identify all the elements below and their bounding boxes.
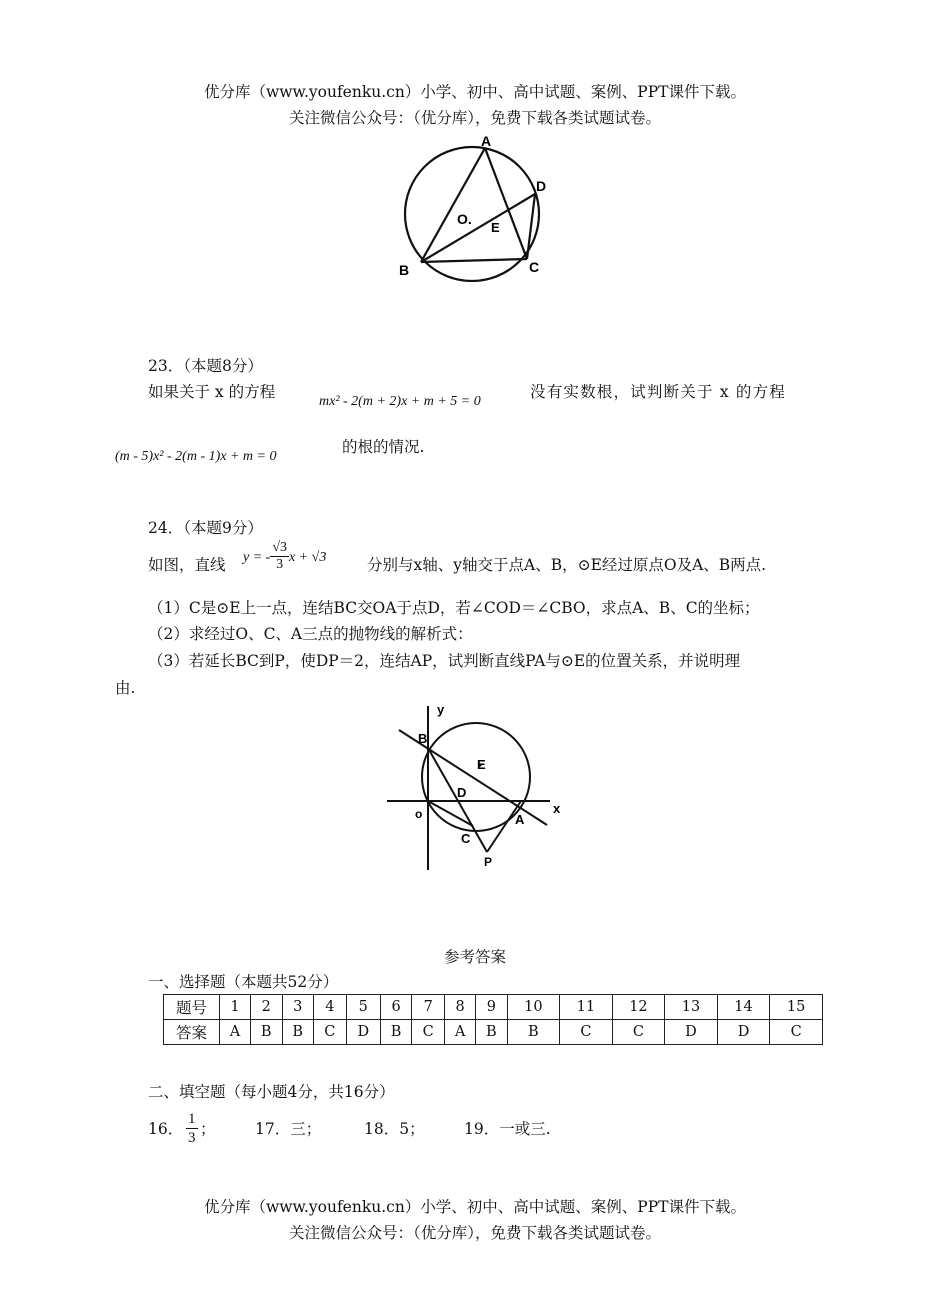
cell-answer: D xyxy=(665,1020,718,1045)
segment-bd xyxy=(421,194,535,262)
label-c: C xyxy=(461,831,471,846)
answer-16-label: 16． xyxy=(148,1120,184,1138)
segment-dc xyxy=(527,194,535,259)
label-e: E xyxy=(491,220,500,235)
q23-text-c: 的根的情况. xyxy=(342,438,425,456)
answer-table-row-numbers xyxy=(164,995,823,1020)
cell-answer: A xyxy=(220,1020,251,1045)
q23-text-b: 没有实数根，试判断关于 x 的方程 xyxy=(530,383,786,401)
cell-answer: B xyxy=(251,1020,282,1045)
label-a: A xyxy=(515,812,525,827)
q24-frac-num: √3 xyxy=(272,540,288,555)
answer-17: 17．三； xyxy=(255,1120,322,1138)
cell-answer: B xyxy=(507,1020,560,1045)
answer-16-sep: ； xyxy=(200,1120,216,1138)
answer-table xyxy=(163,994,823,1045)
header-line-2: 关注微信公众号：（优分库），免费下载各类试题试卷。 xyxy=(288,109,661,127)
header-line-1: 优分库（www.youfenku.cn）小学、初中、高中试题、案例、PPT课件下载。 xyxy=(203,83,747,101)
q24-part-1: （1）C是⊙E上一点，连结BC交OA于点D，若∠COD＝∠CBO，求点A、B、C的坐标； xyxy=(148,599,760,617)
cell-number: 1 xyxy=(220,995,251,1020)
label-o: O. xyxy=(457,211,472,227)
answer-18: 18．5； xyxy=(364,1120,425,1138)
q24-title: 24．（本题9分） xyxy=(148,519,263,537)
cell-answer: B xyxy=(380,1020,411,1045)
q24-part-2: （2）求经过O、C、A三点的抛物线的解析式： xyxy=(148,625,473,643)
label-a: A xyxy=(481,133,492,149)
answer-16-fraction xyxy=(186,1110,198,1147)
q23-text-a: 如果关于 x 的方程 xyxy=(148,383,276,401)
label-o: o xyxy=(415,807,423,821)
q23-equation-2: (m - 5)x² - 2(m - 1)x + m = 0 xyxy=(115,449,277,464)
q24-line-equation xyxy=(243,540,326,573)
cell-number: 6 xyxy=(380,995,411,1020)
label-d: D xyxy=(536,178,547,194)
q24-part-3a: （3）若延长BC到P，使DP＝2，连结AP，试判断直线PA与⊙E的位置关系，并说明理 xyxy=(148,652,741,670)
q24-frac-den: 3 xyxy=(276,557,284,572)
cell-number: 10 xyxy=(507,995,560,1020)
q24-intro-a: 如图，直线 xyxy=(148,556,226,574)
label-y: y xyxy=(437,702,445,717)
q23-title: 23．（本题8分） xyxy=(148,357,263,375)
label-c: C xyxy=(529,259,540,275)
cell-number: 8 xyxy=(445,995,476,1020)
answers-section-1: 一、选择题（本题共52分） xyxy=(148,973,339,991)
figure-circle-e-axes xyxy=(385,700,570,875)
cell-number: 15 xyxy=(770,995,823,1020)
cell-number: 11 xyxy=(560,995,613,1020)
cell-answer: C xyxy=(612,1020,665,1045)
segment-bc xyxy=(421,259,527,262)
cell-number: 13 xyxy=(665,995,718,1020)
cell-answer: C xyxy=(412,1020,445,1045)
cell-answer: A xyxy=(445,1020,476,1045)
q24-eq-y: y = - xyxy=(243,550,271,565)
cell-number: 3 xyxy=(282,995,313,1020)
cell-number: 14 xyxy=(717,995,770,1020)
answers-title: 参考答案 xyxy=(443,948,506,966)
row-label-answer: 答案 xyxy=(164,1020,220,1045)
cell-answer: D xyxy=(346,1020,380,1045)
segment-ab xyxy=(421,148,485,262)
row-label-number: 题号 xyxy=(164,995,220,1020)
q24-part-3b: 由. xyxy=(115,679,136,697)
cell-number: 4 xyxy=(313,995,346,1020)
footer-line-1: 优分库（www.youfenku.cn）小学、初中、高中试题、案例、PPT课件下载。 xyxy=(203,1198,747,1216)
cell-number: 7 xyxy=(412,995,445,1020)
figure-circle-abcd xyxy=(395,132,565,282)
a16-fraction xyxy=(186,1110,198,1147)
answer-table-row-choices xyxy=(164,1020,823,1045)
label-p: P xyxy=(484,855,493,869)
a16-num: 1 xyxy=(188,1111,196,1127)
footer-line-2: 关注微信公众号：（优分库），免费下载各类试题试卷。 xyxy=(288,1224,661,1242)
answers-section-2: 二、填空题（每小题4分，共16分） xyxy=(148,1083,395,1101)
cell-answer: C xyxy=(770,1020,823,1045)
cell-answer: B xyxy=(476,1020,507,1045)
q24-fraction xyxy=(270,540,289,573)
cell-answer: B xyxy=(282,1020,313,1045)
cell-answer: C xyxy=(560,1020,613,1045)
circle-e xyxy=(422,723,530,831)
label-d: D xyxy=(457,785,467,800)
label-e: E xyxy=(477,757,486,772)
label-x: x xyxy=(553,801,561,816)
cell-answer: D xyxy=(717,1020,770,1045)
cell-number: 9 xyxy=(476,995,507,1020)
cell-answer: C xyxy=(313,1020,346,1045)
q24-intro-b: 分别与x轴、y轴交于点A、B，⊙E经过原点O及A、B两点. xyxy=(367,556,767,574)
answer-19: 19．一或三. xyxy=(464,1120,551,1138)
q23-equation-1: mx² - 2(m + 2)x + m + 5 = 0 xyxy=(319,394,481,409)
cell-number: 12 xyxy=(612,995,665,1020)
label-b: B xyxy=(399,262,410,278)
cell-number: 2 xyxy=(251,995,282,1020)
q24-eq-rest: x + √3 xyxy=(289,550,327,565)
cell-number: 5 xyxy=(346,995,380,1020)
a16-den: 3 xyxy=(188,1130,196,1146)
label-b: B xyxy=(418,731,428,746)
